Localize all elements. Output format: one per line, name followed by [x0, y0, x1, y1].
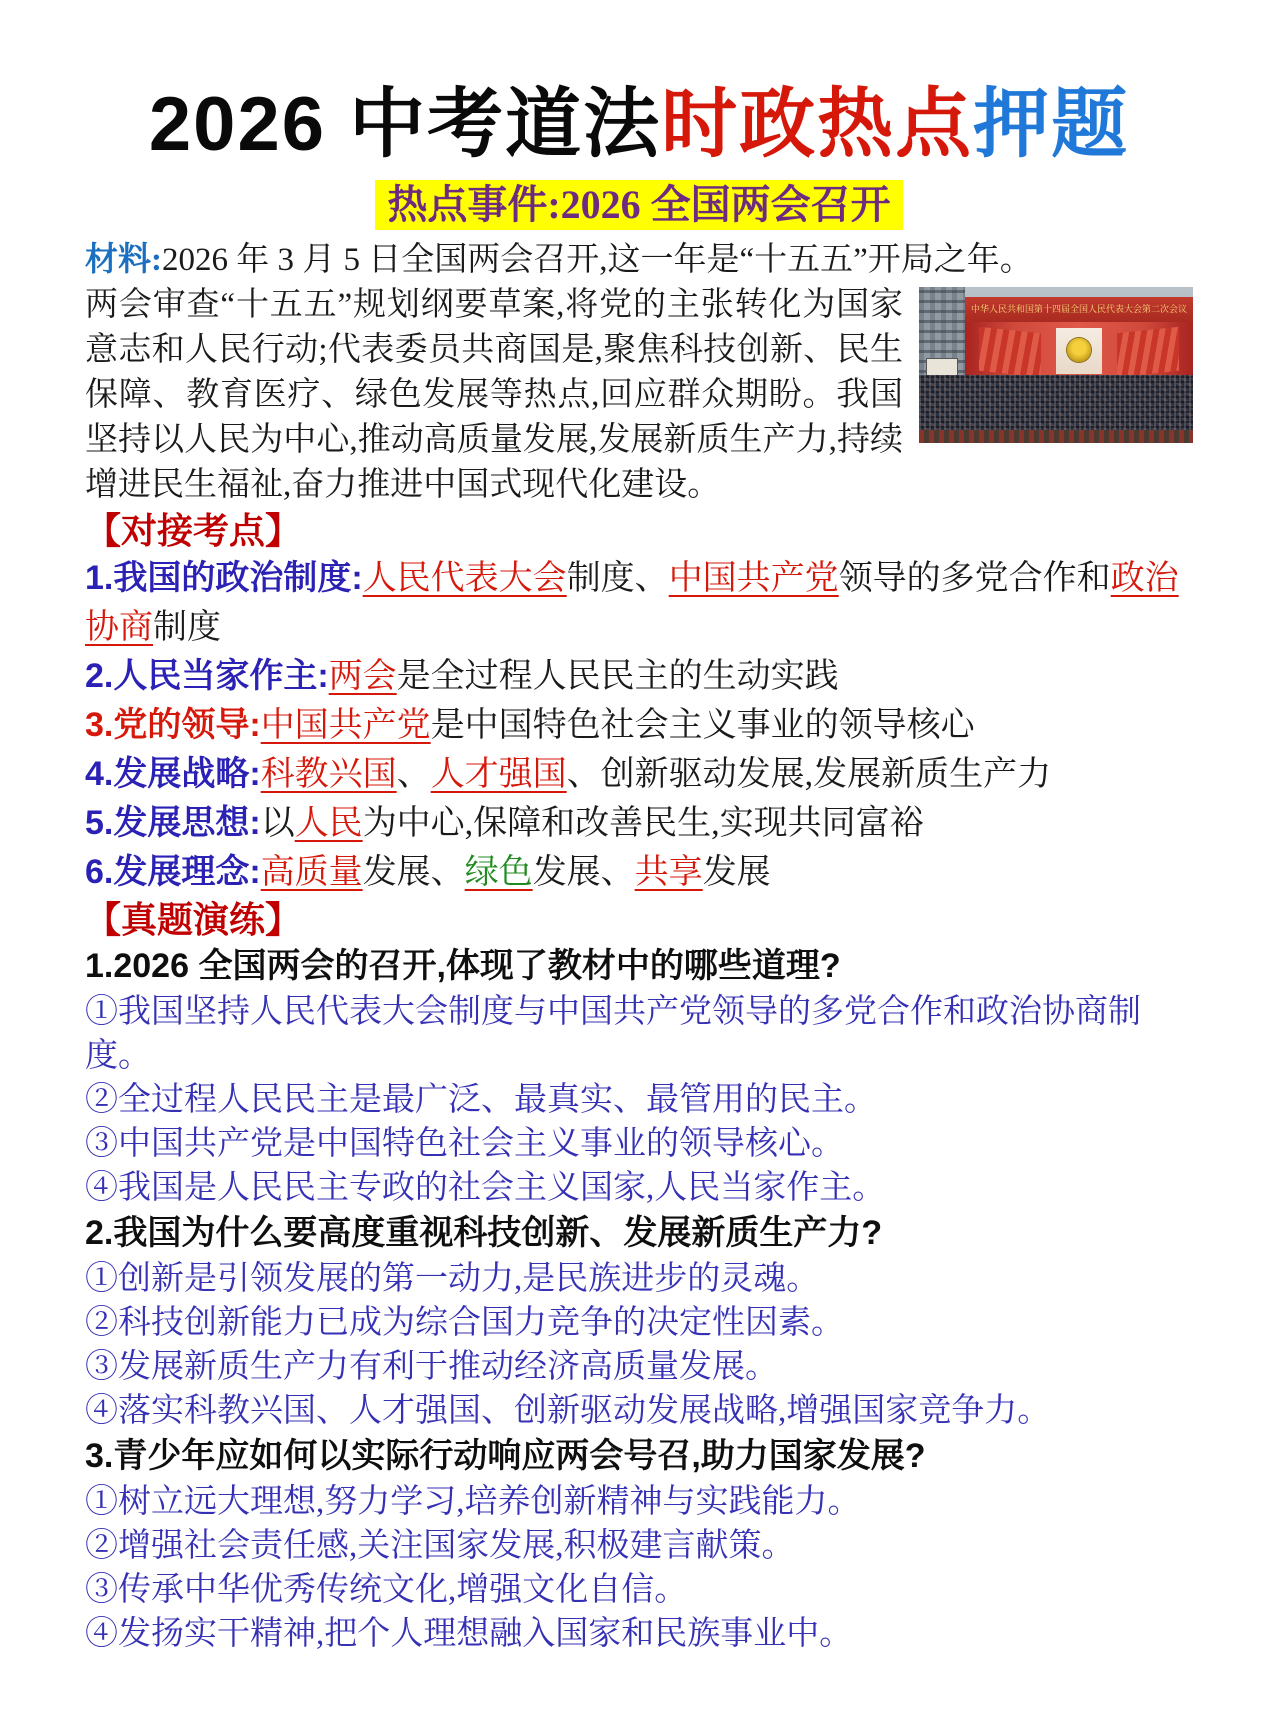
text-segment: 中国共产党	[668, 560, 839, 598]
exam-point-6	[85, 848, 1193, 897]
page-title	[85, 80, 1193, 170]
text-segment: 5.发展思想:	[85, 804, 261, 843]
answer-line: ②科技创新能力已成为综合国力竞争的决定性因素。	[85, 1305, 844, 1342]
text-segment: 2.人民当家作主:	[85, 657, 329, 696]
answer-line: ②全过程人民民主是最广泛、最真实、最管用的民主。	[85, 1082, 877, 1119]
answer-line: ①树立远大理想,努力学习,培养创新精神与实践能力。	[85, 1484, 861, 1521]
text-segment: 6.发展理念:	[85, 853, 261, 892]
text-segment: 是中国特色社会主义事业的领导核心	[430, 707, 975, 745]
exam-point-4	[85, 750, 1193, 799]
text-segment: 人民	[294, 805, 363, 843]
exam-point-3	[85, 701, 1193, 750]
exam-points-header: 【对接考点】	[85, 510, 302, 552]
answer-line: ③中国共产党是中国特色社会主义事业的领导核心。	[85, 1126, 844, 1163]
text-segment: 政治协商	[85, 560, 1179, 647]
exam-point-5	[85, 799, 1193, 848]
material-first-line	[85, 238, 1193, 283]
text-segment: 高质量	[260, 854, 363, 892]
text-segment: 人民代表大会	[362, 560, 567, 598]
answer-line: ③传承中华优秀传统文化,增强文化自信。	[85, 1572, 688, 1609]
question-3: 3.青少年应如何以实际行动响应两会号召,助力国家发展?	[85, 1437, 926, 1476]
answer-line: ④我国是人民民主专政的社会主义国家,人民当家作主。	[85, 1170, 886, 1207]
answer-line: ②增强社会责任感,关注国家发展,积极建言献策。	[85, 1528, 795, 1565]
photo-red-curtain	[965, 322, 1193, 380]
answer-line: ①我国坚持人民代表大会制度与中国共产党领导的多党合作和政治协商制度。	[85, 994, 1141, 1075]
exam-point-1	[85, 554, 1193, 652]
text-segment: 发展、	[532, 854, 635, 892]
answer-line: ③发展新质生产力有利于推动经济高质量发展。	[85, 1349, 778, 1386]
text-segment: 发展	[702, 854, 771, 892]
material-text-1: 2026 年 3 月 5 日全国两会召开,这一年是“十五五”开局之年。	[162, 242, 1033, 279]
text-segment: 为中心,保障和改善民生,实现共同富裕	[362, 805, 924, 843]
photo-audience	[919, 375, 1193, 443]
photo-banner-text: 中华人民共和国第十四届全国人民代表大会第二次会议	[965, 297, 1193, 322]
text-segment: 发展、	[362, 854, 465, 892]
text-segment: 1.我国的政治制度:	[85, 559, 363, 598]
material-body	[85, 283, 1193, 508]
material-paragraph	[85, 238, 1193, 508]
red-flags-right-icon	[1117, 327, 1179, 378]
answer-line: ①创新是引领发展的第一动力,是民族进步的灵魂。	[85, 1261, 820, 1298]
text-segment: 、创新驱动发展,发展新质生产力	[566, 756, 1052, 794]
text-segment: 两会	[328, 658, 397, 696]
question-1: 1.2026 全国两会的召开,体现了教材中的哪些道理?	[85, 947, 841, 986]
practice-header: 【真题演练】	[85, 899, 302, 941]
text-segment: 制度	[153, 609, 221, 647]
red-flags-left-icon	[979, 327, 1041, 378]
text-segment: 制度、	[566, 560, 669, 598]
material-text-2: 两会审查“十五五”规划纲要草案,将党的主张转化为国家意志和人民行动;代表委员共商国是,聚焦科技创新、民生保障、教育医疗、绿色发展等热点,回应群众期盼。我国坚持以人民为中心,推动高质量发展,发展新质生产力,持续增进民生福祉,奋力推进中国式现代化建设。	[85, 287, 903, 504]
title-part-blue: 押题	[973, 82, 1130, 167]
answer-line: ④落实科教兴国、人才强国、创新驱动发展战略,增强国家竞争力。	[85, 1393, 1051, 1430]
exam-point-2	[85, 652, 1193, 701]
text-segment: 共享	[634, 854, 703, 892]
question-2: 2.我国为什么要高度重视科技创新、发展新质生产力?	[85, 1214, 883, 1253]
congress-hall-photo	[919, 287, 1193, 443]
subtitle-row	[85, 180, 1193, 231]
answer-line: ④发扬实干精神,把个人理想融入国家和民族事业中。	[85, 1616, 853, 1653]
material-label: 材料:	[85, 242, 162, 279]
text-segment: 是全过程人民民主的生动实践	[396, 658, 839, 696]
text-segment: 4.发展战略:	[85, 755, 261, 794]
text-segment: 、	[396, 756, 431, 794]
title-part-red: 时政热点	[661, 82, 974, 167]
text-segment: 绿色	[464, 854, 533, 892]
highlighted-subtitle: 热点事件:2026 全国两会召开	[375, 180, 902, 231]
photo-delegate-desks	[919, 430, 1193, 443]
text-segment: 人才强国	[430, 756, 567, 794]
text-segment: 3.党的领导:	[85, 706, 261, 745]
text-segment: 科教兴国	[260, 756, 397, 794]
text-segment: 领导的多党合作和	[838, 560, 1111, 598]
text-segment: 中国共产党	[260, 707, 431, 745]
title-part-black: 2026 中考道法	[148, 82, 662, 167]
text-segment: 以	[260, 805, 295, 843]
